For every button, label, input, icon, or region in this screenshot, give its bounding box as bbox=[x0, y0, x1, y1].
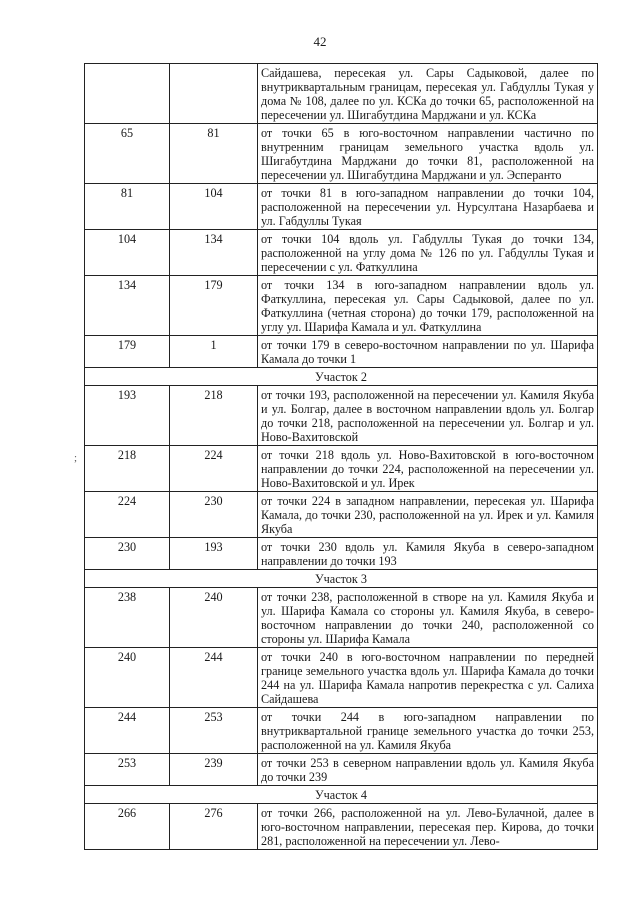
section-label: Участок 2 bbox=[85, 368, 598, 386]
margin-mark: ; bbox=[74, 452, 78, 464]
boundary-description-cell: от точки 253 в северном направлении вдоль ул. Камиля Якуба до точки 239 bbox=[258, 754, 598, 786]
table-row bbox=[85, 184, 598, 230]
to-point-cell bbox=[170, 64, 258, 124]
boundary-description-cell: от точки 244 в юго-западном направлении по внутриквартальной границе земельного участка до точки 253, расположенной на ул. Камиля Якуба bbox=[258, 708, 598, 754]
from-point-cell: 230 bbox=[85, 538, 170, 570]
page-number: 42 bbox=[313, 34, 327, 49]
boundary-description-cell: от точки 179 в северо-восточном направлении по ул. Шарифа Камала до точки 1 bbox=[258, 336, 598, 368]
to-point-cell: 218 bbox=[170, 386, 258, 446]
boundary-description-cell: от точки 224 в западном направлении, пересекая ул. Шарифа Камала, до точки 230, расположенной на ул. Ирек и ул. Камиля Якуба bbox=[258, 492, 598, 538]
table-row bbox=[85, 588, 598, 648]
to-point-cell: 104 bbox=[170, 184, 258, 230]
to-point-cell: 134 bbox=[170, 230, 258, 276]
boundary-description-cell: от точки 193, расположенной на пересечении ул. Камиля Якуба и ул. Болгар, далее в восточном направлении вдоль ул. Болгар до точки 218, расположенной на пересечении ул. Болгар и ул. Ново-Вахитовской bbox=[258, 386, 598, 446]
table-body bbox=[85, 64, 598, 850]
to-point-cell: 240 bbox=[170, 588, 258, 648]
boundary-description-cell: от точки 65 в юго-восточном направлении частично по внутренним границам земельного участка вдоль ул. Шигабутдина Марджани до точки 81, расположенной на пересечении ул. Шигабутдина Марджани и ул. Эсперанто bbox=[258, 124, 598, 184]
table-row bbox=[85, 336, 598, 368]
boundary-description-cell: от точки 104 вдоль ул. Габдуллы Тукая до точки 134, расположенной на углу дома № 126 по ул. Габдуллы Тукая и пересечении с ул. Фаткуллина bbox=[258, 230, 598, 276]
table-row bbox=[85, 754, 598, 786]
table-row bbox=[85, 386, 598, 446]
to-point-cell: 81 bbox=[170, 124, 258, 184]
to-point-cell: 1 bbox=[170, 336, 258, 368]
table-row bbox=[85, 538, 598, 570]
boundary-description-cell: от точки 218 вдоль ул. Ново-Вахитовской в юго-восточном направлении до точки 224, расположенной на пересечении ул. Ново-Вахитовской и ул. Ирек bbox=[258, 446, 598, 492]
from-point-cell: 104 bbox=[85, 230, 170, 276]
boundary-description-cell: от точки 230 вдоль ул. Камиля Якуба в северо-западном направлении до точки 193 bbox=[258, 538, 598, 570]
section-header-row bbox=[85, 368, 598, 386]
table-row bbox=[85, 648, 598, 708]
boundary-description-cell: от точки 134 в юго-западном направлении вдоль ул. Фаткуллина, пересекая ул. Сары Садыковой, далее по ул. Фаткуллина (четная сторона) до точки 179, расположенной на углу ул. Шарифа Камала и ул. Фаткуллина bbox=[258, 276, 598, 336]
table-row bbox=[85, 492, 598, 538]
to-point-cell: 224 bbox=[170, 446, 258, 492]
to-point-cell: 239 bbox=[170, 754, 258, 786]
from-point-cell: 266 bbox=[85, 804, 170, 850]
table-row bbox=[85, 276, 598, 336]
boundary-description-cell: от точки 240 в юго-восточном направлении по передней границе земельного участка вдоль ул. Шарифа Камала до точки 244 на ул. Шарифа Камала напротив перекрестка с ул. Салиха Сайдашева bbox=[258, 648, 598, 708]
to-point-cell: 230 bbox=[170, 492, 258, 538]
from-point-cell: 134 bbox=[85, 276, 170, 336]
from-point-cell: 65 bbox=[85, 124, 170, 184]
to-point-cell: 193 bbox=[170, 538, 258, 570]
from-point-cell: 179 bbox=[85, 336, 170, 368]
table-row bbox=[85, 804, 598, 850]
section-header-row bbox=[85, 570, 598, 588]
table-row bbox=[85, 708, 598, 754]
section-label: Участок 3 bbox=[85, 570, 598, 588]
from-point-cell bbox=[85, 64, 170, 124]
table-row bbox=[85, 124, 598, 184]
to-point-cell: 179 bbox=[170, 276, 258, 336]
from-point-cell: 240 bbox=[85, 648, 170, 708]
section-label: Участок 4 bbox=[85, 786, 598, 804]
to-point-cell: 253 bbox=[170, 708, 258, 754]
from-point-cell: 224 bbox=[85, 492, 170, 538]
table-row bbox=[85, 446, 598, 492]
to-point-cell: 276 bbox=[170, 804, 258, 850]
from-point-cell: 193 bbox=[85, 386, 170, 446]
from-point-cell: 218 bbox=[85, 446, 170, 492]
table-row bbox=[85, 64, 598, 124]
from-point-cell: 81 bbox=[85, 184, 170, 230]
to-point-cell: 244 bbox=[170, 648, 258, 708]
section-header-row bbox=[85, 786, 598, 804]
from-point-cell: 244 bbox=[85, 708, 170, 754]
boundary-description-cell: от точки 81 в юго-западном направлении до точки 104, расположенной на пересечении ул. Нурсултана Назарбаева и ул. Габдуллы Тукая bbox=[258, 184, 598, 230]
from-point-cell: 238 bbox=[85, 588, 170, 648]
boundary-description-cell: Сайдашева, пересекая ул. Сары Садыковой, далее по внутриквартальным границам, пересекая ул. Габдуллы Тукая у дома № 108, далее по ул. КСКа до точки 65, расположенной на пересечении ул. Шигабутдина Марджани и ул. КСКа bbox=[258, 64, 598, 124]
boundary-description-table bbox=[84, 63, 598, 850]
boundary-description-cell: от точки 238, расположенной в створе на ул. Камиля Якуба и ул. Шарифа Камала со стороны ул. Камиля Якуба, в северо-восточном направлении до точки 240, расположенной со стороны ул. Шарифа Камала bbox=[258, 588, 598, 648]
boundary-description-cell: от точки 266, расположенной на ул. Лево-Булачной, далее в юго-восточном направлении, пересекая пер. Кирова, до точки 281, расположенной на пересечении ул. Лево- bbox=[258, 804, 598, 850]
table-row bbox=[85, 230, 598, 276]
from-point-cell: 253 bbox=[85, 754, 170, 786]
